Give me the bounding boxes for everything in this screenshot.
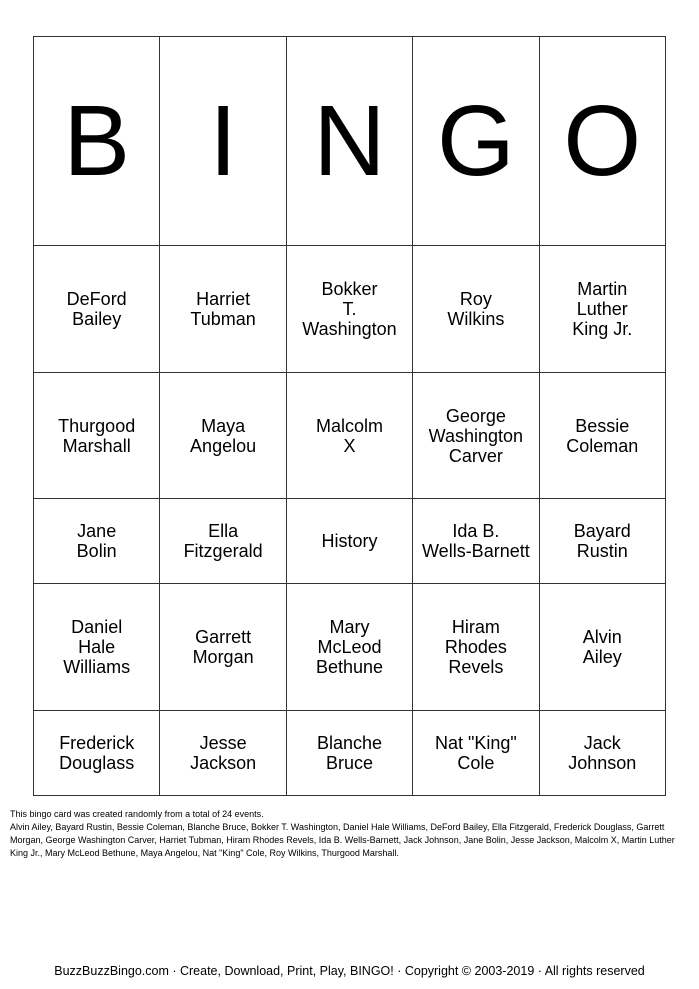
bingo-cell: Jack Johnson — [539, 710, 665, 795]
bingo-cell: Bessie Coleman — [539, 372, 665, 499]
footer-copyright: BuzzBuzzBingo.com · Create, Download, Print, Play, BINGO! · Copyright © 2003-2019 · All rights reserved — [54, 964, 645, 978]
card-row — [34, 584, 666, 711]
bingo-cell: Garrett Morgan — [160, 584, 286, 711]
bingo-cell: Martin Luther King Jr. — [539, 246, 665, 373]
bingo-cell: Jesse Jackson — [160, 710, 286, 795]
bingo-cell: Jane Bolin — [34, 499, 160, 584]
card-info-summary: This bingo card was created randomly from a total of 24 events. — [10, 809, 264, 819]
card-info-events: Alvin Ailey, Bayard Rustin, Bessie Coleman, Blanche Bruce, Bokker T. Washington, Daniel Hale Williams, DeFord Bailey, Ella Fitzgerald, Frederick Douglass, Garrett Morgan, George Washington Carver, Harriet Tubman, Hiram Rhodes Revels, Ida B. Wells-Barnett, Jack Johnson, Jane Bolin, Jesse Jackson, Malcolm X, Martin Luther King Jr., Mary McLeod Bethune, Maya Angelou, Nat "King" Cole, Roy Wilkins, Thurgood Marshall. — [10, 822, 675, 858]
bingo-cell: Ella Fitzgerald — [160, 499, 286, 584]
bingo-cell: Frederick Douglass — [34, 710, 160, 795]
bingo-cell: Roy Wilkins — [413, 246, 539, 373]
bingo-cell: Blanche Bruce — [286, 710, 412, 795]
header-letter-o: O — [539, 37, 665, 246]
header-row — [34, 37, 666, 246]
bingo-cell: Bayard Rustin — [539, 499, 665, 584]
card-row — [34, 246, 666, 373]
bingo-cell: Ida B. Wells-Barnett — [413, 499, 539, 584]
header-letter-n: N — [286, 37, 412, 246]
header-letter-i: I — [160, 37, 286, 246]
bingo-cell: Daniel Hale Williams — [34, 584, 160, 711]
bingo-card — [33, 36, 666, 796]
bingo-cell: Maya Angelou — [160, 372, 286, 499]
bingo-cell: Bokker T. Washington — [286, 246, 412, 373]
bingo-cell: DeFord Bailey — [34, 246, 160, 373]
bingo-cell: Thurgood Marshall — [34, 372, 160, 499]
card-row — [34, 710, 666, 795]
bingo-cell: George Washington Carver — [413, 372, 539, 499]
bingo-cell: Alvin Ailey — [539, 584, 665, 711]
bingo-cell: Nat "King" Cole — [413, 710, 539, 795]
bingo-cell: Mary McLeod Bethune — [286, 584, 412, 711]
bingo-cell: Malcolm X — [286, 372, 412, 499]
card-row — [34, 372, 666, 499]
card-info — [10, 808, 690, 860]
header-letter-g: G — [413, 37, 539, 246]
bingo-cell: Hiram Rhodes Revels — [413, 584, 539, 711]
free-space-cell: History — [286, 499, 412, 584]
header-letter-b: B — [34, 37, 160, 246]
card-row — [34, 499, 666, 584]
bingo-cell: Harriet Tubman — [160, 246, 286, 373]
